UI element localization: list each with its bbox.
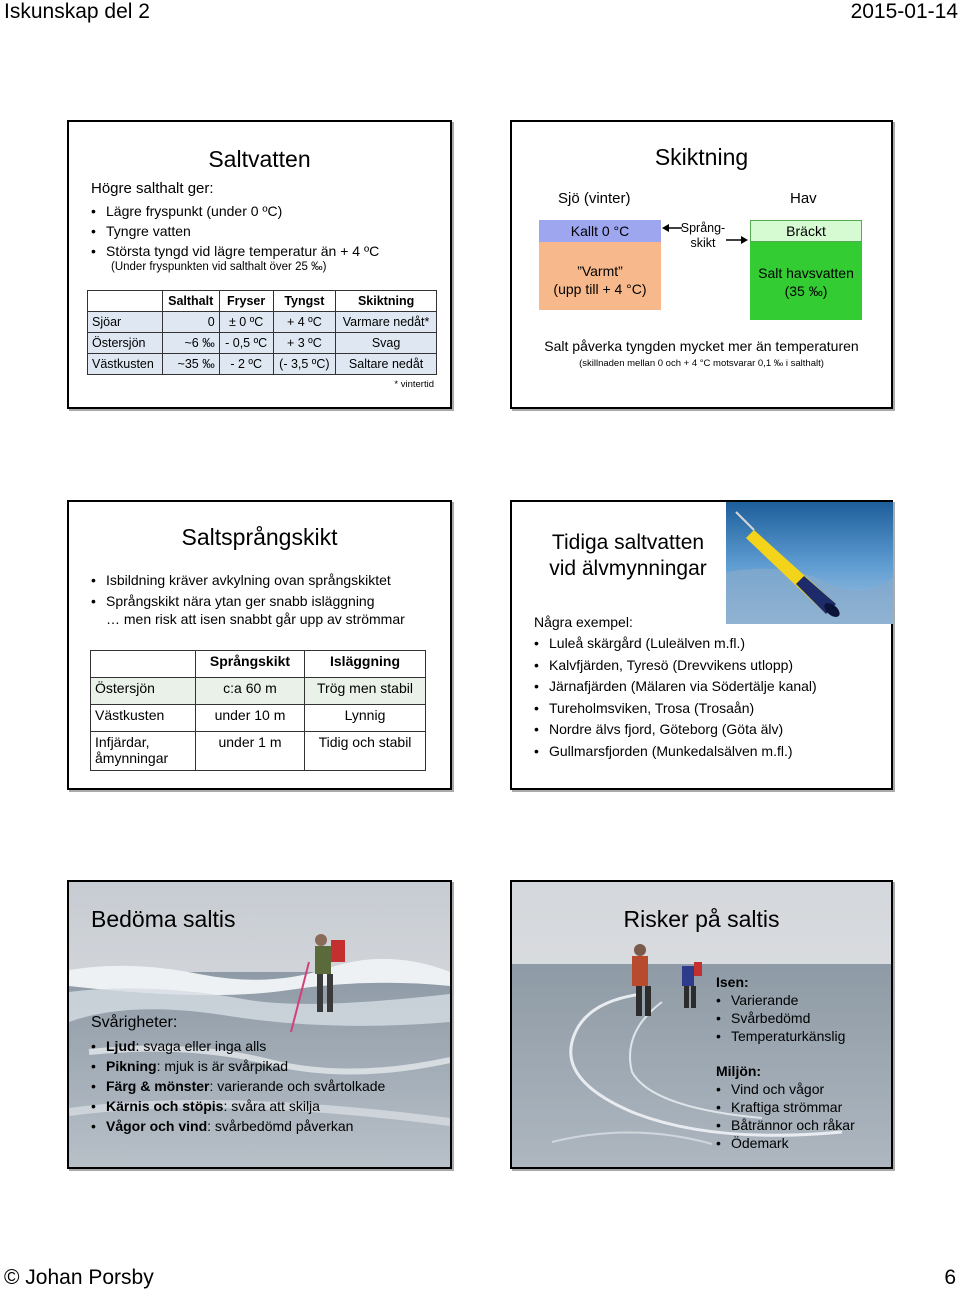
- table-header-cell: Tyngst: [273, 291, 336, 312]
- list-item: • Kraftiga strömmar: [716, 1098, 886, 1116]
- table-row: [88, 354, 437, 375]
- salt-label: Salt havsvatten: [758, 265, 854, 281]
- ice-heading: Isen:: [716, 974, 749, 990]
- page-number: 6: [944, 1266, 956, 1289]
- list-item: [91, 1036, 441, 1056]
- list-item: • Gullmarsfjorden (Munkedalsälven m.fl.): [534, 741, 884, 763]
- list-item: • Kalvfjärden, Tyresö (Drevvikens utlopp): [534, 655, 884, 677]
- thermocline-table: [90, 650, 426, 771]
- table-cell: Trög men stabil: [305, 678, 426, 705]
- table-cell: - 0,5 ºC: [219, 333, 273, 354]
- item-text: : svaga eller inga alls: [135, 1038, 267, 1054]
- table-header-row: [91, 651, 426, 678]
- slide-saltvatten: [67, 120, 452, 409]
- slide-title: Risker på saltis: [623, 906, 780, 932]
- slide-title: Saltsprångskikt: [181, 524, 338, 550]
- table-footnote: * vintertid: [394, 379, 434, 390]
- difficulties-heading: Svårigheter:: [91, 1014, 178, 1031]
- list-item: • Vind och vågor: [716, 1080, 886, 1098]
- list-item: • Språngskikt nära ytan ger snabb isläggning: [91, 591, 441, 612]
- table-cell: Tidig och stabil: [305, 732, 426, 771]
- slide-title: Saltvatten: [208, 146, 311, 172]
- ice-probe-photo: [726, 502, 893, 624]
- bullet-list: [534, 633, 884, 763]
- table-cell: Västkusten: [91, 705, 196, 732]
- slide-continuation: … men risk att isen snabbt går upp av strömmar: [106, 611, 405, 627]
- list-item: • Största tyngd vid lägre temperatur än + 4 ºC: [91, 241, 441, 261]
- slide-tidiga-saltvatten: [510, 500, 893, 790]
- environment-list: [716, 1080, 886, 1152]
- list-item: • Tureholmsviken, Trosa (Trosaån): [534, 698, 884, 720]
- item-text: : varierande och svårtolkade: [209, 1078, 386, 1094]
- slide-skiktning: [510, 120, 893, 409]
- bullet-list: [91, 1036, 441, 1136]
- lake-label: Sjö (vinter): [558, 190, 631, 207]
- table-cell: Östersjön: [91, 678, 196, 705]
- arrow-right-icon: [726, 232, 748, 248]
- table-cell: ± 0 ºC: [219, 312, 273, 333]
- thermocline-label: [678, 221, 728, 251]
- item-text: : mjuk is är svårpikad: [156, 1058, 289, 1074]
- table-header-cell: Fryser: [219, 291, 273, 312]
- warm-layer: [539, 242, 661, 310]
- slide-bedoma-saltis: [67, 880, 452, 1169]
- salt-layer: [750, 242, 862, 320]
- table-row: [91, 732, 426, 771]
- item-term: Färg & mönster: [106, 1078, 210, 1094]
- warm-range: (upp till + 4 °C): [553, 281, 647, 297]
- table-header-cell: Skiktning: [336, 291, 437, 312]
- slide-substatement: (skillnaden mellan 0 och + 4 °C motsvarar 0,1 ‰ i salthalt): [579, 358, 824, 369]
- table-cell: Varmare nedåt*: [336, 312, 437, 333]
- document-date: 2015-01-14: [850, 0, 958, 23]
- table-cell: Svag: [336, 333, 437, 354]
- list-item: • Svårbedömd: [716, 1009, 886, 1027]
- slide-title-line: Tidiga saltvatten: [551, 531, 705, 554]
- table-cell: c:a 60 m: [196, 678, 305, 705]
- slide-title: [528, 530, 728, 582]
- item-term: Kärnis och stöpis: [106, 1098, 224, 1114]
- document-title: Iskunskap del 2: [4, 0, 150, 23]
- list-item: • Lägre fryspunkt (under 0 ºC): [91, 201, 441, 221]
- table-header-cell: Salthalt: [162, 291, 219, 312]
- list-item: • Nordre älvs fjord, Göteborg (Göta älv): [534, 719, 884, 741]
- salinity-table: [87, 290, 437, 375]
- brackish-layer: Bräckt: [750, 220, 862, 242]
- table-cell: Infjärdar, åmynningar: [91, 732, 196, 771]
- slide-title: Skiktning: [654, 144, 749, 170]
- item-term: Vågor och vind: [106, 1118, 208, 1134]
- table-cell: Östersjön: [88, 333, 163, 354]
- bullet-list: [91, 570, 441, 612]
- ice-list: [716, 991, 886, 1045]
- slide-intro: Några exempel:: [534, 614, 633, 630]
- table-cell: Västkusten: [88, 354, 163, 375]
- table-row: [91, 705, 426, 732]
- table-cell: ~6 ‰: [162, 333, 219, 354]
- list-item: • Järnafjärden (Mälaren via Södertälje kanal): [534, 676, 884, 698]
- cold-layer: Kallt 0 °C: [539, 220, 661, 242]
- sea-label: Hav: [790, 190, 817, 207]
- table-header-row: [88, 291, 437, 312]
- item-text: : svårbedömd påverkan: [207, 1118, 354, 1134]
- table-cell: 0: [162, 312, 219, 333]
- list-item: [91, 1076, 441, 1096]
- list-item: • Båtrännor och råkar: [716, 1116, 886, 1134]
- list-item: • Temperaturkänslig: [716, 1027, 886, 1045]
- table-header-cell: Isläggning: [305, 651, 426, 678]
- table-cell: (- 3,5 ºC): [273, 354, 336, 375]
- slide-title-line: vid älvmynningar: [549, 557, 707, 580]
- item-term: Pikning: [106, 1058, 157, 1074]
- table-cell: ~35 ‰: [162, 354, 219, 375]
- table-cell: + 4 ºC: [273, 312, 336, 333]
- thermocline-line: skikt: [690, 236, 716, 250]
- slide-note: (Under fryspunkten vid salthalt över 25 ‰): [111, 261, 327, 273]
- table-cell: + 3 ºC: [273, 333, 336, 354]
- slide-statement: Salt påverka tyngden mycket mer än temperaturen: [544, 338, 859, 354]
- list-item: • Tyngre vatten: [91, 221, 441, 241]
- footer-author: © Johan Porsby: [4, 1266, 154, 1289]
- list-item: [91, 1096, 441, 1116]
- table-cell: under 10 m: [196, 705, 305, 732]
- table-cell: Lynnig: [305, 705, 426, 732]
- list-item: • Luleå skärgård (Luleälven m.fl.): [534, 633, 884, 655]
- environment-heading: Miljön:: [716, 1063, 762, 1079]
- table-header-cell: [91, 651, 196, 678]
- salt-value: (35 ‰): [784, 283, 828, 299]
- item-term: Ljud: [106, 1038, 136, 1054]
- thermocline-line: Språng-: [680, 221, 726, 235]
- table-cell: - 2 ºC: [219, 354, 273, 375]
- list-item: • Ödemark: [716, 1134, 886, 1152]
- item-text: : svåra att skilja: [223, 1098, 320, 1114]
- slide-intro: Högre salthalt ger:: [91, 180, 214, 197]
- table-cell: Saltare nedåt: [336, 354, 437, 375]
- list-item: [91, 1056, 441, 1076]
- table-header-cell: [88, 291, 163, 312]
- slide-title: Bedöma saltis: [91, 906, 236, 932]
- table-cell: under 1 m: [196, 732, 305, 771]
- table-row: [91, 678, 426, 705]
- warm-label: ”Varmt”: [577, 263, 623, 279]
- table-cell: Sjöar: [88, 312, 163, 333]
- table-row: [88, 312, 437, 333]
- table-row: [88, 333, 437, 354]
- table-header-cell: Språngskikt: [196, 651, 305, 678]
- list-item: [91, 1116, 441, 1136]
- bullet-list: [91, 201, 441, 261]
- list-item: • Isbildning kräver avkylning ovan språngskiktet: [91, 570, 441, 591]
- slide-risker-pa-saltis: [510, 880, 893, 1169]
- list-item: • Varierande: [716, 991, 886, 1009]
- slide-saltsprangskikt: [67, 500, 452, 790]
